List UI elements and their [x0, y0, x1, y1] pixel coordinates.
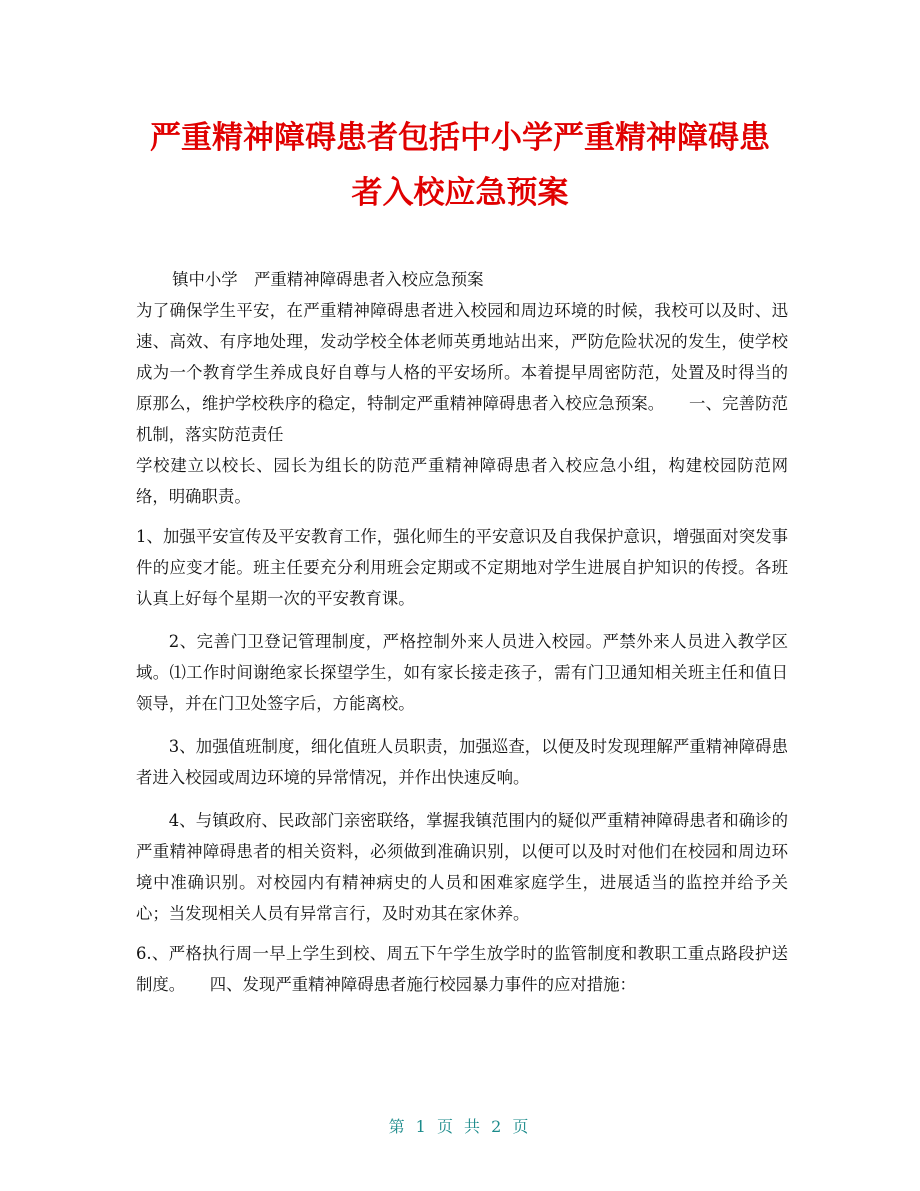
paragraph-item-1: 1、加强平安宣传及平安教育工作，强化师生的平安意识及自我保护意识，增强面对突发事件的应变才能。班主任要充分利用班会定期或不定期地对学生进展自护知识的传授。各班认真上好每个星期一次的平安教育课。 [136, 527, 788, 608]
document-title-line-1: 严重精神障碍患者包括中小学严重精神障碍患 [150, 120, 770, 156]
paragraph-item-4: 4、与镇政府、民政部门亲密联络，掌握我镇范围内的疑似严重精神障碍患者和确诊的严重精神障碍患者的相关资料，必须做到准确识别，以便可以及时对他们在校园和周边环境中准确识别。对校园内有精神病史的人员和困难家庭学生，进展适当的监控并给予关心；当发现相关人员有异常言行，及时劝其在家休养。 [136, 811, 788, 923]
paragraph-item-6: 6.、严格执行周一早上学生到校、周五下午学生放学时的监管制度和教职工重点路段护送制度。 四、发现严重精神障碍患者施行校园暴力事件的应对措施： [136, 944, 788, 994]
subtitle-paragraph: 镇中小学 严重精神障碍患者入校应急预案 [172, 270, 484, 289]
paragraph-item-3: 3、加强值班制度，细化值班人员职责，加强巡查，以便及时发现理解严重精神障碍患者进入校园或周边环境的异常情况，并作出快速反响。 [136, 737, 788, 787]
document-body [136, 264, 788, 1000]
page-number-footer: 第 1 页 共 2 页 [388, 1117, 532, 1136]
paragraph-team: 学校建立以校长、园长为组长的防范严重精神障碍患者入校应急小组，构建校园防范网络，明确职责。 [136, 456, 788, 506]
intro-paragraph: 为了确保学生平安，在严重精神障碍患者进入校园和周边环境的时候，我校可以及时、迅速、高效、有序地处理，发动学校全体老师英勇地站出来，严防危险状况的发生，使学校成为一个教育学生养成良好自尊与人格的平安场所。本着提早周密防范，处置及时得当的原那么，维护学校秩序的稳定，特制定严重精神障碍患者入校应急预案。 一、完善防范机制，落实防范责任 [136, 301, 788, 444]
paragraph-item-2: 2、完善门卫登记管理制度，严格控制外来人员进入校园。严禁外来人员进入教学区域。⑴工作时间谢绝家长探望学生，如有家长接走孩子，需有门卫通知相关班主任和值日领导，并在门卫处签字后，方能离校。 [136, 632, 788, 713]
document-title-line-2: 者入校应急预案 [351, 175, 569, 211]
